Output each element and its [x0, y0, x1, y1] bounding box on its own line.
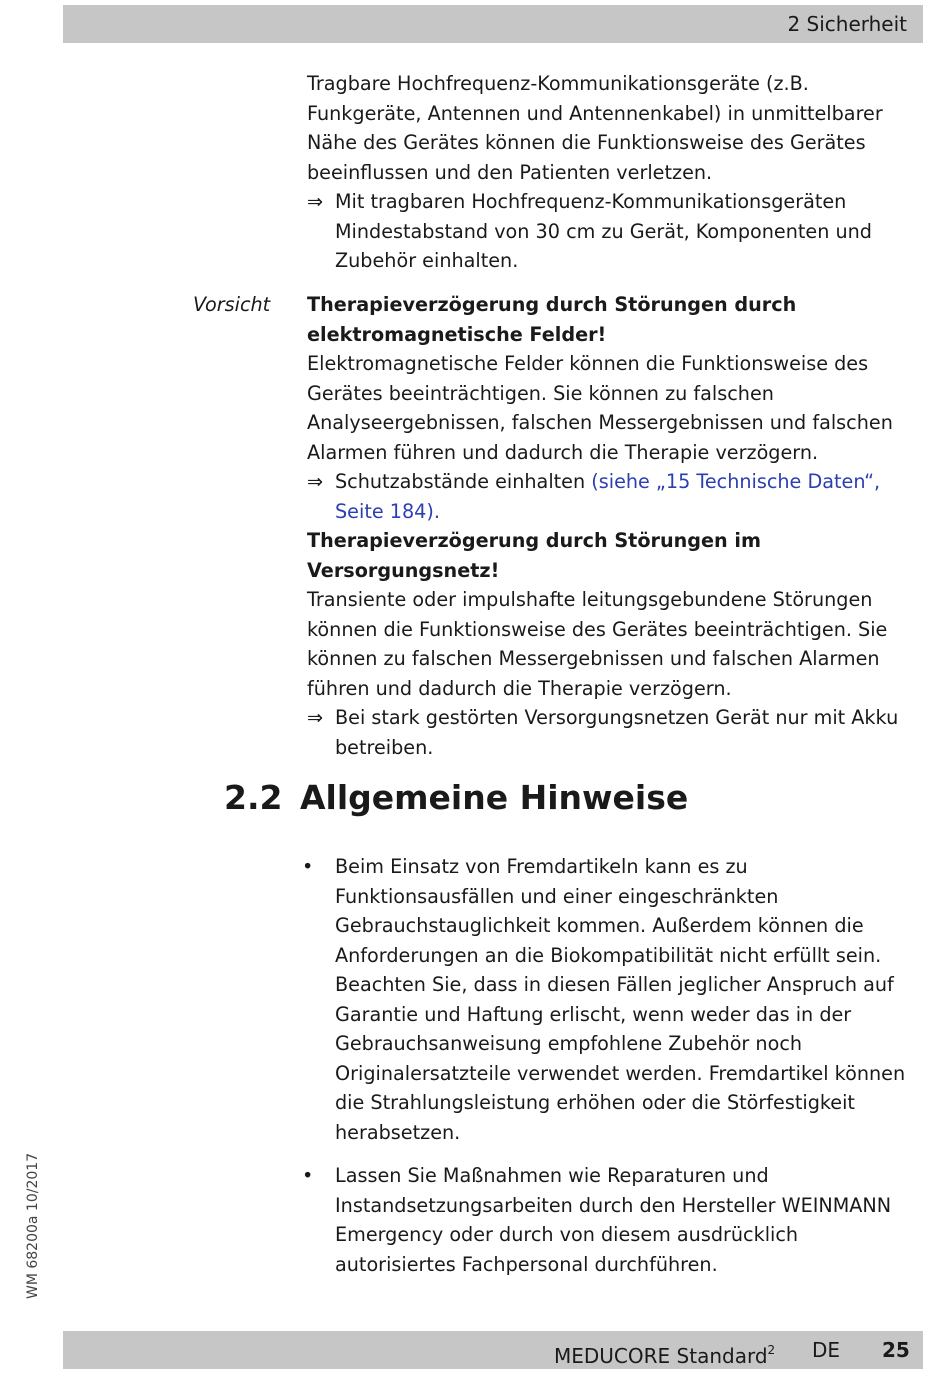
- intro-text: Tragbare Hochfrequenz-Kommunikationsgeräte (z.B. Funkgeräte, Antennen und Antennenkabel) in unmittelbarer Nähe des Gerätes können die Funktionsweise des Gerätes beeinflussen und den Patienten verletzen.: [307, 72, 883, 184]
- caution-heading-2: Therapieverzögerung durch Störungen im Versorgungsnetz!: [307, 529, 761, 582]
- language-code: DE: [812, 1338, 841, 1362]
- footer-bar: [63, 1331, 923, 1369]
- bullet-icon: •: [302, 855, 314, 878]
- product-name-text: MEDUCORE Standard: [554, 1344, 768, 1368]
- document-code: WM 68200a 10/2017: [25, 1152, 41, 1299]
- arrow-icon: ⇒: [307, 470, 324, 493]
- section-title: Allgemeine Hinweise: [300, 778, 689, 817]
- arrow-icon: ⇒: [307, 190, 324, 213]
- list-item: [300, 852, 924, 1147]
- chapter-title: 2 Sicherheit: [787, 12, 907, 36]
- arrow-icon: ⇒: [307, 706, 324, 729]
- list-item-text: Lassen Sie Maßnahmen wie Reparaturen und Instandsetzungsarbeiten durch den Hersteller WEINMANN Emergency oder durch von diesem ausdrücklich autorisiertes Fachpersonal durchführen.: [335, 1164, 892, 1276]
- intro-action: [307, 187, 919, 276]
- caution-action-1-text: Schutzabstände einhalten: [335, 470, 586, 493]
- product-superscript: 2: [767, 1343, 776, 1357]
- page-number: 25: [882, 1338, 910, 1362]
- caution-action-2: [307, 703, 919, 762]
- caution-heading-1: Therapieverzögerung durch Störungen durch elektromagnetische Felder!: [307, 293, 797, 346]
- caution-block: [307, 290, 919, 762]
- intro-block: [307, 69, 919, 276]
- caution-text-2: Transiente oder impulshafte leitungsgebundene Störungen können die Funktionsweise des Gerätes beeinträchtigen. Sie können zu falschen Messergebnissen und falschen Alarmen führen und dadurch die Therapie verzögern.: [307, 588, 888, 700]
- header-bar: [63, 5, 923, 43]
- caution-text-1: Elektromagnetische Felder können die Funktionsweise des Gerätes beeinträchtigen. Sie können zu falschen Analyseergebnissen, falschen Messergebnissen und falschen Alarmen führen und dadurch die Therapie verzögern.: [307, 352, 893, 464]
- general-notes-list: [300, 852, 924, 1293]
- list-item: [300, 1161, 924, 1279]
- caution-action-2-text: Bei stark gestörten Versorgungsnetzen Gerät nur mit Akku betreiben.: [335, 706, 899, 759]
- caution-label: Vorsicht: [193, 293, 271, 316]
- list-item-text: Beim Einsatz von Fremdartikeln kann es zu Funktionsausfällen und einer eingeschränkten Gebrauchstauglichkeit kommen. Außerdem können die Anforderungen an die Biokompatibilität nicht erfüllt sein. Beachten Sie, dass in diesen Fällen jeglicher Anspruch auf Garantie und Haftung erlischt, wenn weder das in der Gebrauchsanweisung empfohlene Zubehör noch Originalersatzteile verwendet werden. Fremdartikel können die Strahlungsleistung erhöhen oder die Störfestigkeit herabsetzen.: [335, 855, 906, 1144]
- technical-data-link[interactable]: (siehe „15 Technische Daten“, Seite 184).: [335, 470, 881, 523]
- caution-action-1: [307, 467, 919, 526]
- bullet-icon: •: [302, 1164, 314, 1187]
- intro-action-text: Mit tragbaren Hochfrequenz-Kommunikationsgeräten Mindestabstand von 30 cm zu Gerät, Komponenten und Zubehör einhalten.: [335, 190, 872, 272]
- section-number: 2.2: [224, 778, 283, 817]
- product-name: [554, 1337, 775, 1369]
